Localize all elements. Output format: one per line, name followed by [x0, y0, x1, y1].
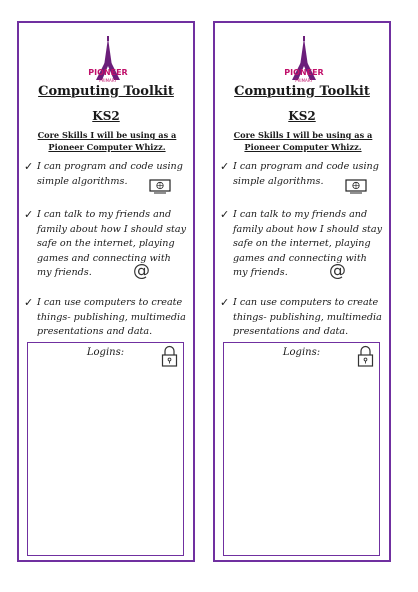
logo-text: PIONEER — [88, 68, 128, 77]
skill-text: I can program and code using simple algorithms. — [37, 161, 183, 187]
computer-screen-icon — [345, 179, 367, 194]
bookmark-card-left — [17, 21, 195, 562]
skill-text: I can use computers to create things- publishing, multimedia presentations and data. — [37, 297, 186, 337]
skill-item — [24, 296, 186, 340]
svg-text:@: @ — [133, 261, 150, 279]
svg-text:@: @ — [329, 261, 346, 279]
checkmark-icon: ✓ — [220, 208, 230, 221]
skill-text: I can talk to my friends and family about how I should stay safe on the internet, playing games and connecting with my friends. — [37, 209, 186, 278]
checkmark-icon: ✓ — [24, 208, 34, 221]
bookmark-card-right — [213, 21, 391, 562]
logins-label: Logins: — [282, 347, 321, 358]
checkmark-icon: ✓ — [24, 160, 34, 173]
pioneer-logo — [86, 36, 130, 84]
checkmark-icon: ✓ — [220, 160, 230, 173]
checkmark-icon: ✓ — [24, 296, 34, 309]
logo-subtext: PRIMARY — [99, 78, 117, 83]
logo-subtext: PRIMARY — [295, 78, 313, 83]
skill-text: I can use computers to create things- publishing, multimedia presentations and data. — [233, 297, 382, 337]
at-sign-icon — [133, 261, 150, 279]
skill-item — [220, 296, 382, 340]
at-sign-icon — [329, 261, 346, 279]
padlock-icon — [161, 345, 178, 367]
skill-text: I can program and code using simple algorithms. — [233, 161, 379, 187]
skill-item — [220, 208, 382, 281]
skill-item — [24, 208, 186, 281]
logins-box — [223, 342, 380, 556]
card-title: Computing Toolkit — [234, 84, 370, 99]
logins-box — [27, 342, 184, 556]
pioneer-logo — [282, 36, 326, 84]
card-title: Computing Toolkit — [38, 84, 174, 99]
checkmark-icon: ✓ — [220, 296, 230, 309]
padlock-icon — [357, 345, 374, 367]
card-subtitle: Core Skills I will be using as a Pioneer Computer Whizz. — [37, 130, 177, 152]
card-subtitle: Core Skills I will be using as a Pioneer Computer Whizz. — [233, 130, 373, 152]
logo-text: PIONEER — [284, 68, 324, 77]
key-stage-label: KS2 — [92, 109, 120, 123]
skill-text: I can talk to my friends and family about how I should stay safe on the internet, playing games and connecting with my friends. — [233, 209, 382, 278]
key-stage-label: KS2 — [288, 109, 316, 123]
logins-label: Logins: — [86, 347, 125, 358]
computer-screen-icon — [149, 179, 171, 194]
